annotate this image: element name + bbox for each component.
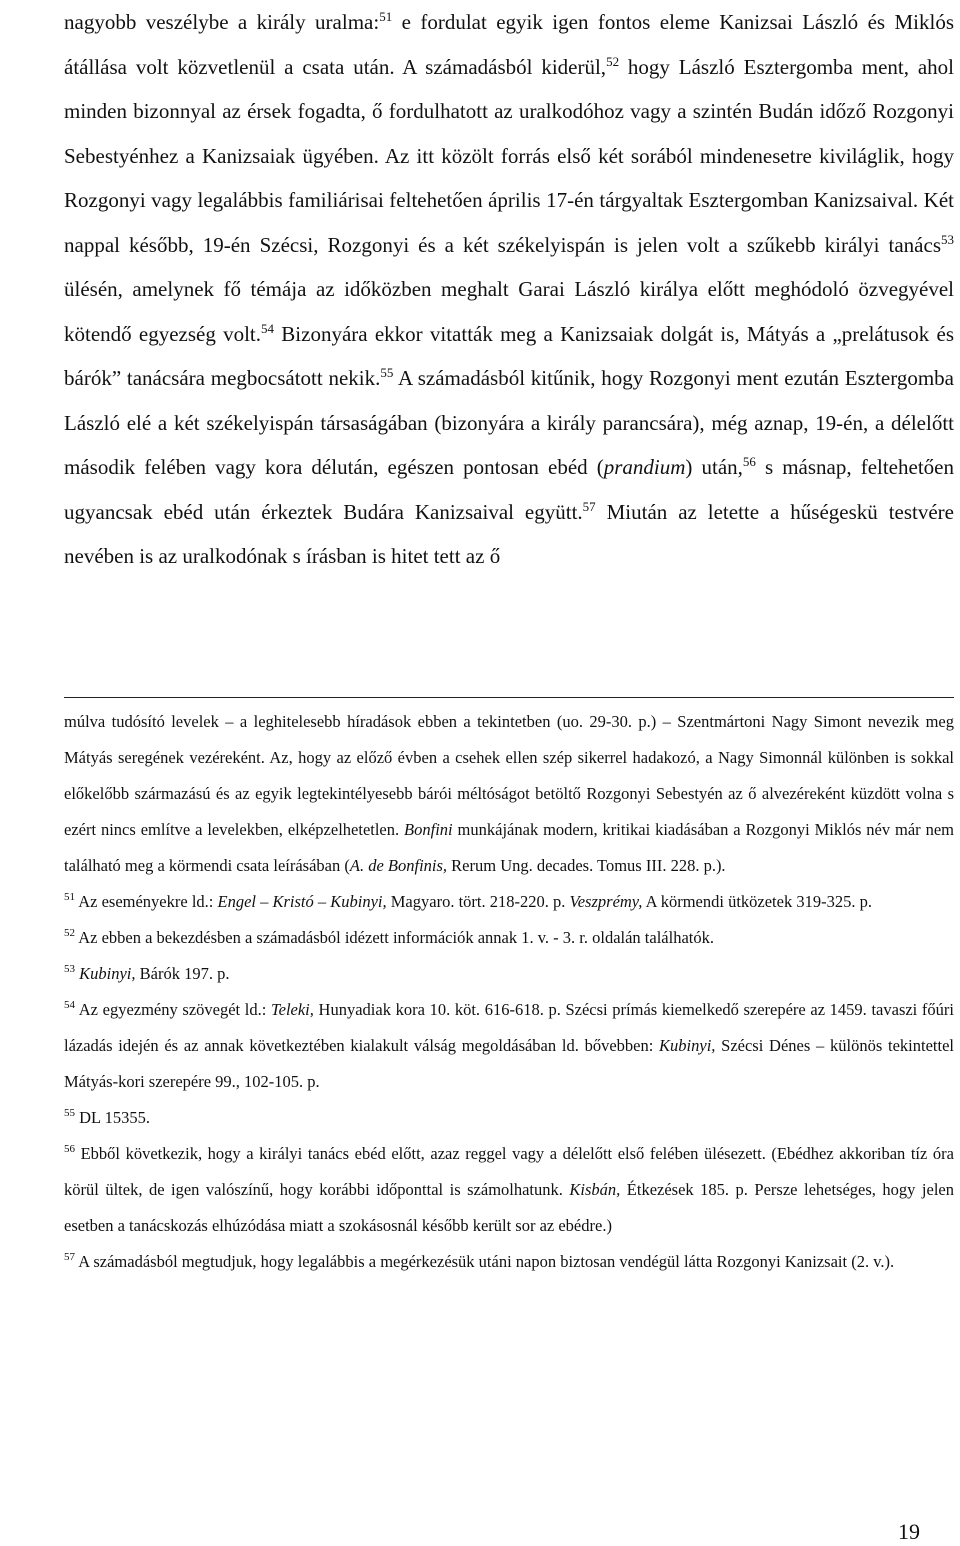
text-run: Bárók 197. p. xyxy=(135,964,230,983)
footnote-number: 56 xyxy=(64,1143,75,1155)
footnote-57 xyxy=(64,1244,954,1280)
text-run: ülésén, amelynek fő témája az időközben meghalt Garai László királya előtt meghódoló özvegyével kötendő egyezség volt. xyxy=(64,277,954,346)
italic-name: A. de Bonfinis, xyxy=(349,856,448,875)
text-run: Szécsi Dénes – különös tekintettel Mátyás-kori szerepére 99., 102-105. p. xyxy=(64,1036,954,1091)
text-run: Ebből következik, hogy a királyi tanács ebéd előtt, azaz reggel vagy a délelőtt első felében ülésezett. (Ebédhez akkoriban tíz óra körül ültek, de igen valószínű, hogy korábbi időponttal is számolhatunk. xyxy=(64,1144,954,1199)
text-run: munkájának modern, kritikai kiadásában a Rozgonyi Miklós név már nem található meg a körmendi csata leírásában ( xyxy=(64,820,954,875)
footnote-continuation xyxy=(64,704,954,884)
text-run: s másnap, feltehetően ugyancsak ebéd után érkeztek Budára Kanizsaival együtt. xyxy=(64,455,954,524)
footnote-51 xyxy=(64,884,954,920)
italic-name: Kubinyi, xyxy=(659,1036,716,1055)
text-run: Az eseményekre ld.: xyxy=(75,892,218,911)
footnote-ref-51[interactable]: 51 xyxy=(379,9,393,24)
text-run: Étkezések 185. p. Persze lehetséges, hogy jelen esetben a tanácskozás elhúzódása miatt a szokásosnál később került sor az ebédre.) xyxy=(64,1180,954,1235)
footnote-52 xyxy=(64,920,954,956)
footnote-number: 54 xyxy=(64,999,75,1011)
footnote-separator xyxy=(64,697,954,698)
italic-name: Veszprémy, xyxy=(569,892,643,911)
footnote-number: 57 xyxy=(64,1251,75,1263)
italic-name: Engel – Kristó – Kubinyi, xyxy=(217,892,387,911)
footnote-number: 55 xyxy=(64,1107,75,1119)
text-run: múlva tudósító levelek – a leghitelesebb híradások ebben a tekintetben (uo. 29-30. p.) – Szentmártoni Nagy Simont nevezik meg Mátyás seregének vezéreként. Az, hogy az előző évben a csehek ellen szép sikerrel hadakozó, a Nagy Simonnál különben is sokkal előkelőbb származású és az egyik legtekintélyesebb bárói méltóságot betöltő Rozgonyi Sebestyén az ő alvezéreként küzdött volna s ezért nincs említve a levelekben, elképzelhetetlen. xyxy=(64,712,954,839)
footnote-number: 51 xyxy=(64,891,75,903)
footnote-number: 52 xyxy=(64,927,75,939)
footnote-ref-53[interactable]: 53 xyxy=(941,231,954,247)
footnote-number: 53 xyxy=(64,963,75,975)
italic-name: Kisbán, xyxy=(569,1180,621,1199)
text-run: Rerum Ung. decades. Tomus III. 228. p.). xyxy=(447,856,726,875)
text-run: A számadásból megtudjuk, hogy legalábbis a megérkezésük utáni napon biztosan vendégül látta Rozgonyi Kanizsait (2. v.). xyxy=(75,1252,895,1271)
footnote-ref-55[interactable]: 55 xyxy=(380,365,394,380)
text-run: Miután az letette a hűségeskü testvére nevében is az uralkodónak s írásban is hitet tett az ő xyxy=(64,499,954,568)
text-run: Az ebben a bekezdésben a számadásból idézett információk annak 1. v. - 3. r. oldalán találhatók. xyxy=(75,928,714,947)
italic-name: Bonfini xyxy=(404,820,453,839)
footnote-ref-52[interactable]: 52 xyxy=(606,53,620,69)
text-run: Az egyezmény szövegét ld.: xyxy=(75,1000,271,1019)
italic-term: prandium xyxy=(603,455,686,479)
text-run: nagyobb veszélybe a király uralma: xyxy=(64,10,380,34)
footnote-55 xyxy=(64,1100,954,1136)
footnotes xyxy=(64,704,954,1280)
italic-name: Kubinyi, xyxy=(75,964,136,983)
text-run: Bizonyára ekkor vitatták meg a Kanizsaiak dolgát is, Mátyás a „prelátusok és bárók” tanácsára megbocsátott nekik. xyxy=(64,321,954,390)
text-run: e fordulat egyik igen fontos eleme Kanizsai László és Miklós átállása volt közvetlenül a csata után. A számadásból kiderül, xyxy=(64,10,954,79)
text-run: A számadásból kitűnik, hogy Rozgonyi ment ezután Esztergomba László elé a két székelyispán társaságában (bizonyára a király parancsára), még aznap, 19-én, a délelőtt második felében vagy kora délután, egészen pontosan ebéd ( xyxy=(64,366,955,479)
footnote-ref-57[interactable]: 57 xyxy=(582,498,596,514)
footnote-ref-54[interactable]: 54 xyxy=(261,320,275,336)
footnote-54 xyxy=(64,992,954,1100)
footnote-53 xyxy=(64,956,954,992)
text-run: DL 15355. xyxy=(75,1108,151,1127)
text-run: hogy László Esztergomba ment, ahol minden bizonnyal az érsek fogadta, ő fordulhatott az uralkodóhoz vagy a szintén Budán időző Rozgonyi Sebestyénhez a Kanizsaiak ügyében. Az itt közölt forrás első két sorából mindenesetre kiviláglik, hogy Rozgonyi vagy legalábbis familiárisai feltehetően április 17-én tárgyaltak Esztergomban Kanizsaival. Két nappal később, 19-én Szécsi, Rozgonyi és a két székelyispán is jelen volt a szűkebb királyi tanács xyxy=(64,54,954,257)
text-run: A körmendi ütközetek 319-325. p. xyxy=(642,892,872,911)
italic-name: Teleki, xyxy=(270,1000,314,1019)
text-run: Hunyadiak kora 10. köt. 616-618. p. Szécsi prímás kiemelkedő szerepére az 1459. tavaszi főúri lázadás idején és az annak következtében kialakult válság megoldásában ld. bővebben: xyxy=(64,1000,954,1055)
page-number: 19 xyxy=(898,1519,920,1544)
main-paragraph xyxy=(64,0,954,579)
text-run: ) után, xyxy=(685,455,743,479)
footnote-ref-56[interactable]: 56 xyxy=(742,454,756,469)
body-text xyxy=(64,0,954,579)
footnote-56 xyxy=(64,1136,954,1244)
text-run: Magyaro. tört. 218-220. p. xyxy=(386,892,570,911)
